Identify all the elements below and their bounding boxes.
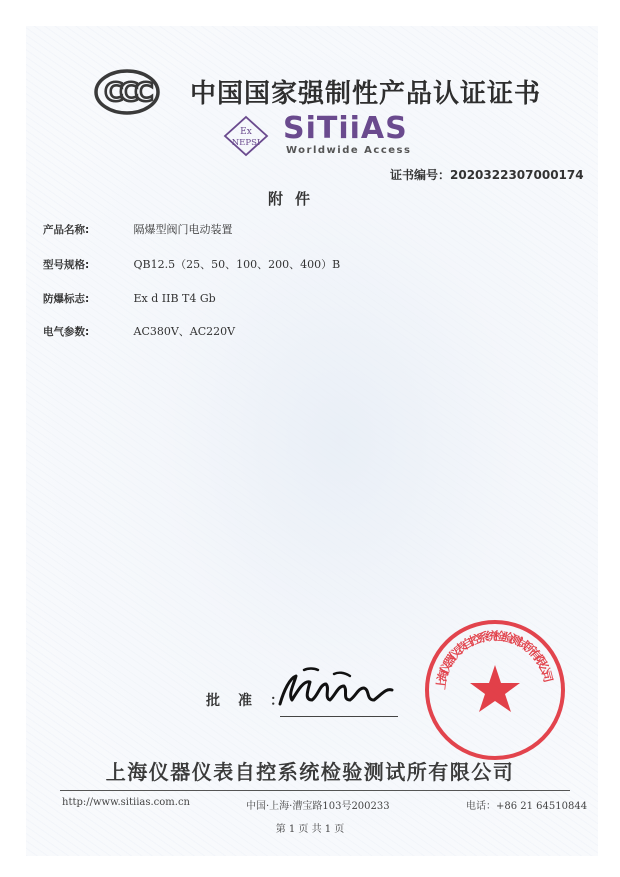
footer-address: 中国·上海·漕宝路103号200233	[246, 801, 390, 812]
field-electrical-params	[43, 323, 235, 339]
sitiias-tagline: Worldwide Access	[286, 145, 412, 156]
page-number: 第 1 页 共 1 页	[275, 824, 345, 835]
attachment-title: 附件	[268, 190, 323, 208]
official-seal-icon	[420, 615, 570, 765]
ccc-logo-text: CCC	[104, 78, 150, 108]
seal-text: 上海仪器仪表自控系统检验测试所有限公司	[433, 628, 556, 691]
exnepsi-logo-top: Ex	[240, 127, 252, 137]
field-label: 电气参数:	[43, 326, 90, 338]
issuing-organization: 上海仪器仪表自控系统检验测试所有限公司	[105, 760, 515, 784]
field-value: 隔爆型阀门电动装置	[133, 223, 233, 236]
field-ex-marking	[43, 291, 216, 306]
field-value: Ex d IIB T4 Gb	[133, 292, 216, 305]
footer-phone: 电话：+86 21 64510844	[466, 801, 588, 812]
field-label: 产品名称:	[43, 224, 90, 236]
sitiias-logo: SiTiiAS	[283, 111, 408, 146]
field-value: AC380V、AC220V	[133, 325, 236, 338]
exnepsi-logo-icon	[223, 115, 269, 157]
ccc-logo-icon	[94, 68, 160, 116]
certificate-number: 证书编号：2020322307000174	[390, 168, 584, 182]
signature-line	[280, 716, 398, 717]
footer-divider	[60, 790, 570, 791]
exnepsi-logo-bottom: NEPSI	[231, 138, 261, 148]
field-product-name	[43, 221, 233, 237]
field-label: 型号规格:	[43, 259, 90, 271]
signature-icon	[274, 660, 402, 716]
field-label: 防爆标志:	[43, 293, 90, 305]
approval-label: 批准：	[206, 693, 302, 709]
footer-website-link[interactable]: http://www.sitiias.com.cn	[62, 797, 190, 808]
field-value: QB12.5（25、50、100、200、400）B	[133, 258, 341, 271]
field-model-spec	[43, 256, 340, 272]
certificate-title: 中国国家强制性产品认证证书	[190, 79, 542, 109]
